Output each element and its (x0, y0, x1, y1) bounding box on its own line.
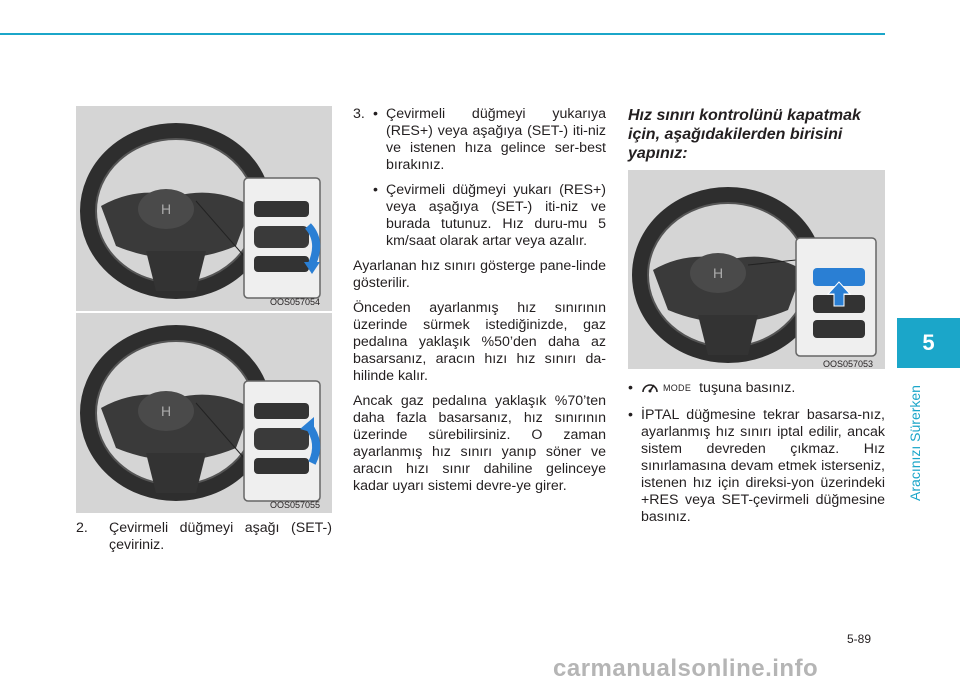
step-3-bullet-2 (373, 182, 606, 250)
watermark: carmanualsonline.info (553, 655, 819, 682)
svg-text:H: H (712, 265, 724, 281)
steering-wheel-mode-press-icon (628, 170, 885, 369)
figure-code: OOS057054 (270, 297, 321, 307)
top-rule (0, 33, 885, 35)
step-2 (76, 520, 332, 554)
bullet-text: Çevirmeli düğmeyi yukarıya (RES+) veya aşağıya (SET-) iti-niz ve istenen hıza gelince ser-best bırakınız. (386, 106, 606, 173)
step-3-bullet-1 (373, 106, 606, 174)
chapter-title: Aracınızı Sürerken (907, 385, 923, 501)
figure-code: OOS057055 (270, 500, 321, 510)
mode-button-icon (641, 380, 659, 399)
page-number: 5-89 (847, 632, 872, 646)
left-column (76, 520, 332, 562)
chapter-tab[interactable] (897, 318, 960, 368)
mode-label: MODE (662, 383, 692, 393)
chapter-number: 5 (922, 330, 935, 355)
right-column (628, 380, 885, 534)
paragraph: Önceden ayarlanmış hız sınırının üzerinde sürmek istediğinizde, gaz pedalına yaklaşık %50’den daha az basarsanız, aracın hızı hız sınırı da-hilinde kalır. (353, 300, 606, 384)
step-number: 3. (353, 106, 365, 122)
svg-text:H: H (160, 403, 172, 419)
right-bullet-2 (628, 407, 885, 526)
figure-code: OOS057053 (823, 359, 874, 369)
chapter-side-title (900, 378, 930, 508)
middle-column (353, 106, 606, 503)
figure-mode-press (628, 170, 885, 369)
figure-set-down (76, 106, 332, 311)
step-number: 2. (76, 520, 88, 536)
steering-wheel-res-up-icon (76, 313, 332, 513)
figure-res-up (76, 313, 332, 513)
paragraph: Ancak gaz pedalına yaklaşık %70’ten daha fazla basarsanız, hız sınırının üzerinde sürebilirsiniz. O zaman ayarlanmış hız sınırı yanıp söner ve aracın hızı sınır dahiline gelinceye kadar uyarı sistemi devre-ye girer. (353, 393, 606, 494)
bullet-text: İPTAL düğmesine tekrar basarsa-nız, ayarlanmış hız sınırı iptal edilir, ancak sistem devreden çıkmaz. Hız sınırlamasına devam etmek isterseniz, istenen hız için direksi-yon üzerindeki +RES veya SET-çevirmeli düğmesine basınız. (641, 407, 885, 525)
svg-text:H: H (160, 201, 172, 217)
step-text: Çevirmeli düğmeyi aşağı (SET-) çeviriniz. (109, 520, 332, 553)
section-heading: Hız sınırı kontrolünü kapatmak için, aşağıdakilerden birisini yapınız: (628, 107, 861, 162)
bullet-text: tuşuna basınız. (699, 380, 796, 396)
right-heading (628, 106, 885, 163)
bullet-text: Çevirmeli düğmeyi yukarı (RES+) veya aşağıya (SET-) iti-niz ve burada tutunuz. Hız duru-mu 5 km/saat olarak artar veya azalır. (386, 182, 606, 249)
steering-wheel-set-down-icon (76, 106, 332, 311)
paragraph: Ayarlanan hız sınırı gösterge pane-linde gösterilir. (353, 258, 606, 291)
step-3 (353, 106, 606, 250)
right-bullet-1 (628, 380, 885, 399)
